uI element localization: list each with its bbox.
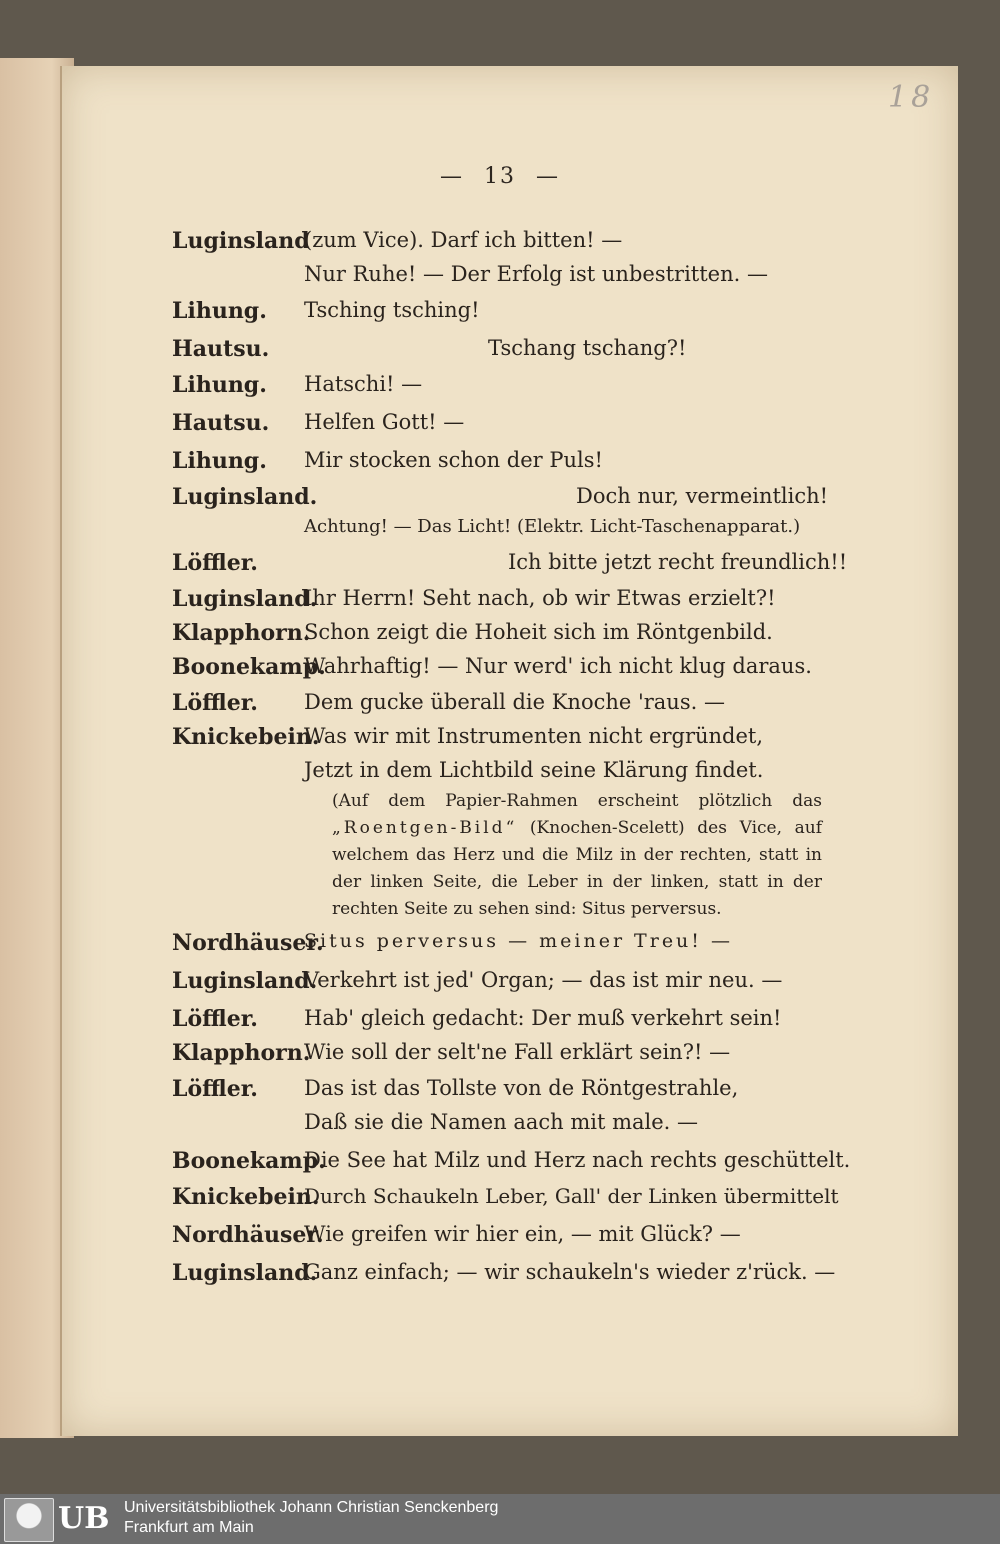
dash-left: —	[440, 164, 464, 189]
speaker: Knickebein.	[172, 1184, 320, 1210]
line-text: (zum Vice). Darf ich bitten! —	[304, 228, 623, 252]
ub-logo-text: UB	[58, 1501, 110, 1536]
line-text: Situs perversus — meiner Treu! —	[304, 930, 733, 952]
speaker: Löffler.	[172, 1076, 258, 1102]
page-number-value: 13	[484, 164, 516, 189]
page-number	[0, 164, 1000, 189]
institution-name: Universitätsbibliothek Johann Christian Senckenberg	[124, 1499, 499, 1516]
line-text: Tsching tsching!	[304, 298, 480, 322]
line-text: Hab' gleich gedacht: Der muß verkehrt sein!	[304, 1006, 782, 1030]
line-text: Verkehrt ist jed' Organ; — das ist mir neu. —	[304, 968, 783, 992]
speaker: Boonekamp.	[172, 1148, 326, 1174]
stage-direction-title: „Roentgen-Bild“	[332, 818, 518, 838]
line-text: Daß sie die Namen aach mit male. —	[304, 1110, 699, 1134]
line-text: Ihr Herrn! Seht nach, ob wir Etwas erzielt?!	[304, 586, 776, 610]
line-text: Tschang tschang?!	[488, 336, 687, 360]
speaker: Lihung.	[172, 448, 267, 474]
pencil-folio-mark: 18	[888, 80, 935, 115]
speaker: Löffler.	[172, 550, 258, 576]
speaker: Klapphorn.	[172, 1040, 311, 1066]
speaker: Nordhäuser.	[172, 1222, 324, 1248]
line-text: Ich bitte jetzt recht freundlich!!	[508, 550, 848, 574]
library-footer	[0, 1494, 1000, 1544]
speaker: Klapphorn.	[172, 620, 311, 646]
speaker: Luginsland	[172, 228, 310, 254]
speaker: Luginsland.	[172, 1260, 318, 1286]
line-text: Die See hat Milz und Herz nach rechts geschüttelt.	[304, 1148, 851, 1172]
speaker: Hautsu.	[172, 336, 270, 362]
dash-right: —	[536, 164, 560, 189]
line-text: Achtung! — Das Licht! (Elektr. Licht-Taschenapparat.)	[304, 516, 801, 537]
line-text: Schon zeigt die Hoheit sich im Röntgenbild.	[304, 620, 773, 644]
speaker: Luginsland.	[172, 586, 318, 612]
speaker: Luginsland.	[172, 484, 318, 510]
line-text: Wie greifen wir hier ein, — mit Glück? —	[304, 1222, 741, 1246]
speaker: Luginsland.	[172, 968, 318, 994]
speaker: Hautsu.	[172, 410, 270, 436]
institution-city: Frankfurt am Main	[124, 1519, 254, 1536]
stage-direction-part1: (Auf dem Papier-Rahmen erscheint plötzlich das	[332, 791, 822, 811]
speaker: Boonekamp.	[172, 654, 326, 680]
speaker: Knickebein.	[172, 724, 320, 750]
speaker: Löffler.	[172, 690, 258, 716]
portrait-logo-icon	[4, 1498, 54, 1542]
line-text: Doch nur, vermeintlich!	[576, 484, 829, 508]
line-text: Mir stocken schon der Puls!	[304, 448, 603, 472]
line-text: Was wir mit Instrumenten nicht ergründet,	[304, 724, 764, 748]
line-text: Ganz einfach; — wir schaukeln's wieder z'rück. —	[304, 1260, 836, 1284]
stage-direction	[332, 788, 822, 923]
footer-text	[124, 1498, 498, 1538]
line-text: Hatschi! —	[304, 372, 423, 396]
line-text: Helfen Gott! —	[304, 410, 465, 434]
line-text: Dem gucke überall die Knoche 'raus. —	[304, 690, 725, 714]
speaker: Löffler.	[172, 1006, 258, 1032]
line-text: Wahrhaftig! — Nur werd' ich nicht klug daraus.	[304, 654, 812, 678]
line-text: Das ist das Tollste von de Röntgestrahle,	[304, 1076, 739, 1100]
line-text: Jetzt in dem Lichtbild seine Klärung findet.	[304, 758, 764, 782]
speaker: Nordhäuser.	[172, 930, 324, 956]
ub-logo[interactable]	[4, 1498, 116, 1540]
line-text: Durch Schaukeln Leber, Gall' der Linken übermittelt	[304, 1184, 839, 1208]
stage-direction-part2: (Knochen-Scelett) des Vice, auf welchem das Herz und die Milz in der rechten, statt in der linken Seite, die Leber in der linken, statt in der rechten Seite zu sehen sind: Situs perversus.	[332, 818, 823, 919]
speaker: Lihung.	[172, 298, 267, 324]
line-text: Nur Ruhe! — Der Erfolg ist unbestritten. —	[304, 262, 768, 286]
line-text: Wie soll der selt'ne Fall erklärt sein?! —	[304, 1040, 731, 1064]
speaker: Lihung.	[172, 372, 267, 398]
